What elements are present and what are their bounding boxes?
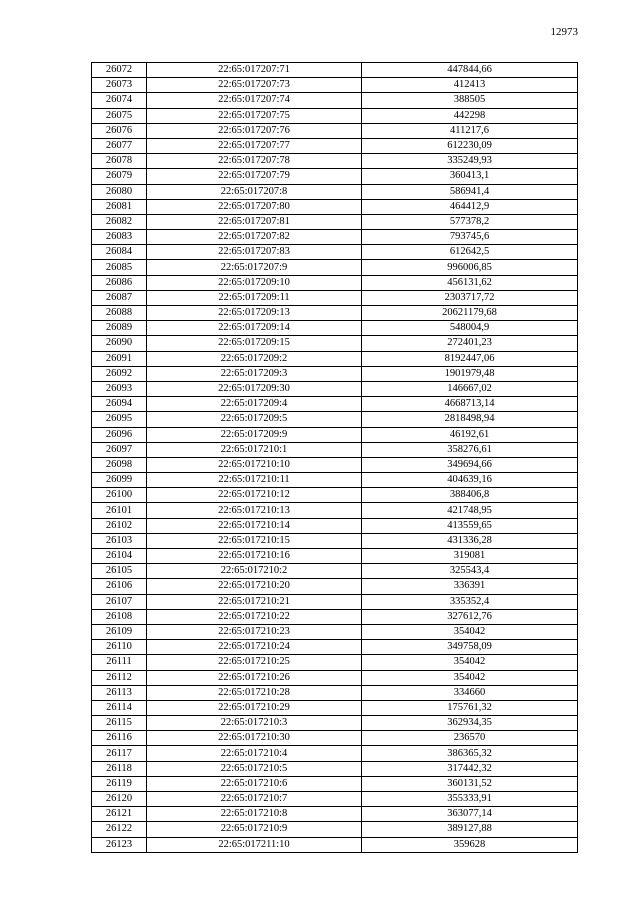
value-cell: 359628	[362, 837, 578, 852]
value-cell: 354042	[362, 670, 578, 685]
row-number-cell: 26080	[92, 184, 147, 199]
row-number-cell: 26084	[92, 245, 147, 260]
table-row	[92, 381, 578, 396]
table-row	[92, 670, 578, 685]
cadastral-number-cell: 22:65:017210:2	[147, 564, 362, 579]
value-cell: 362934,35	[362, 716, 578, 731]
table-row	[92, 518, 578, 533]
value-cell: 431336,28	[362, 533, 578, 548]
row-number-cell: 26072	[92, 63, 147, 78]
value-cell: 325543,4	[362, 564, 578, 579]
value-cell: 421748,95	[362, 503, 578, 518]
table-row	[92, 640, 578, 655]
row-number-cell: 26102	[92, 518, 147, 533]
row-number-cell: 26097	[92, 442, 147, 457]
table-row	[92, 792, 578, 807]
table-row	[92, 63, 578, 78]
value-cell: 586941,4	[362, 184, 578, 199]
cadastral-number-cell: 22:65:017207:80	[147, 199, 362, 214]
value-cell: 411217,6	[362, 123, 578, 138]
row-number-cell: 26088	[92, 306, 147, 321]
cadastral-number-cell: 22:65:017210:6	[147, 776, 362, 791]
registry-table-body	[92, 63, 578, 853]
value-cell: 4668713,14	[362, 397, 578, 412]
row-number-cell: 26096	[92, 427, 147, 442]
table-row	[92, 427, 578, 442]
cadastral-number-cell: 22:65:017210:9	[147, 822, 362, 837]
row-number-cell: 26078	[92, 154, 147, 169]
value-cell: 236570	[362, 731, 578, 746]
row-number-cell: 26116	[92, 731, 147, 746]
cadastral-number-cell: 22:65:017209:4	[147, 397, 362, 412]
value-cell: 319081	[362, 549, 578, 564]
value-cell: 335352,4	[362, 594, 578, 609]
table-row	[92, 123, 578, 138]
cadastral-number-cell: 22:65:017210:15	[147, 533, 362, 548]
cadastral-number-cell: 22:65:017210:10	[147, 457, 362, 472]
cadastral-number-cell: 22:65:017210:1	[147, 442, 362, 457]
value-cell: 388406,8	[362, 488, 578, 503]
row-number-cell: 26092	[92, 366, 147, 381]
cadastral-number-cell: 22:65:017207:9	[147, 260, 362, 275]
registry-table	[91, 62, 578, 853]
table-row	[92, 290, 578, 305]
cadastral-number-cell: 22:65:017210:14	[147, 518, 362, 533]
value-cell: 442298	[362, 108, 578, 123]
table-row	[92, 731, 578, 746]
table-row	[92, 321, 578, 336]
cadastral-number-cell: 22:65:017207:73	[147, 78, 362, 93]
table-row	[92, 837, 578, 852]
cadastral-number-cell: 22:65:017210:13	[147, 503, 362, 518]
table-row	[92, 138, 578, 153]
cadastral-number-cell: 22:65:017210:25	[147, 655, 362, 670]
cadastral-number-cell: 22:65:017210:21	[147, 594, 362, 609]
row-number-cell: 26082	[92, 214, 147, 229]
table-row	[92, 230, 578, 245]
value-cell: 354042	[362, 655, 578, 670]
row-number-cell: 26075	[92, 108, 147, 123]
table-row	[92, 306, 578, 321]
value-cell: 146667,02	[362, 381, 578, 396]
value-cell: 335249,93	[362, 154, 578, 169]
cadastral-number-cell: 22:65:017210:16	[147, 549, 362, 564]
cadastral-number-cell: 22:65:017209:13	[147, 306, 362, 321]
value-cell: 349758,09	[362, 640, 578, 655]
table-row	[92, 275, 578, 290]
value-cell: 388505	[362, 93, 578, 108]
row-number-cell: 26094	[92, 397, 147, 412]
cadastral-number-cell: 22:65:017207:74	[147, 93, 362, 108]
value-cell: 358276,61	[362, 442, 578, 457]
cadastral-number-cell: 22:65:017207:83	[147, 245, 362, 260]
row-number-cell: 26093	[92, 381, 147, 396]
cadastral-number-cell: 22:65:017209:11	[147, 290, 362, 305]
table-row	[92, 473, 578, 488]
table-row	[92, 503, 578, 518]
table-row	[92, 78, 578, 93]
row-number-cell: 26114	[92, 700, 147, 715]
cadastral-number-cell: 22:65:017210:12	[147, 488, 362, 503]
table-row	[92, 336, 578, 351]
cadastral-number-cell: 22:65:017210:29	[147, 700, 362, 715]
cadastral-number-cell: 22:65:017210:4	[147, 746, 362, 761]
cadastral-number-cell: 22:65:017210:30	[147, 731, 362, 746]
row-number-cell: 26081	[92, 199, 147, 214]
value-cell: 577378,2	[362, 214, 578, 229]
table-row	[92, 351, 578, 366]
row-number-cell: 26073	[92, 78, 147, 93]
cadastral-number-cell: 22:65:017209:30	[147, 381, 362, 396]
table-row	[92, 716, 578, 731]
row-number-cell: 26079	[92, 169, 147, 184]
value-cell: 8192447,06	[362, 351, 578, 366]
row-number-cell: 26110	[92, 640, 147, 655]
table-row	[92, 412, 578, 427]
table-row	[92, 457, 578, 472]
table-row	[92, 245, 578, 260]
table-row	[92, 700, 578, 715]
value-cell: 360131,52	[362, 776, 578, 791]
value-cell: 336391	[362, 579, 578, 594]
value-cell: 334660	[362, 685, 578, 700]
row-number-cell: 26095	[92, 412, 147, 427]
row-number-cell: 26111	[92, 655, 147, 670]
value-cell: 548004,9	[362, 321, 578, 336]
row-number-cell: 26077	[92, 138, 147, 153]
cadastral-number-cell: 22:65:017209:3	[147, 366, 362, 381]
row-number-cell: 26104	[92, 549, 147, 564]
table-row	[92, 822, 578, 837]
cadastral-number-cell: 22:65:017210:28	[147, 685, 362, 700]
row-number-cell: 26106	[92, 579, 147, 594]
value-cell: 464412,9	[362, 199, 578, 214]
cadastral-number-cell: 22:65:017209:10	[147, 275, 362, 290]
page-number: 12973	[550, 26, 578, 38]
table-row	[92, 564, 578, 579]
row-number-cell: 26109	[92, 624, 147, 639]
cadastral-number-cell: 22:65:017209:2	[147, 351, 362, 366]
table-row	[92, 549, 578, 564]
cadastral-number-cell: 22:65:017210:23	[147, 624, 362, 639]
value-cell: 360413,1	[362, 169, 578, 184]
row-number-cell: 26123	[92, 837, 147, 852]
value-cell: 20621179,68	[362, 306, 578, 321]
row-number-cell: 26087	[92, 290, 147, 305]
cadastral-number-cell: 22:65:017210:24	[147, 640, 362, 655]
value-cell: 327612,76	[362, 609, 578, 624]
cadastral-number-cell: 22:65:017207:71	[147, 63, 362, 78]
value-cell: 996006,85	[362, 260, 578, 275]
table-row	[92, 624, 578, 639]
cadastral-number-cell: 22:65:017210:26	[147, 670, 362, 685]
row-number-cell: 26099	[92, 473, 147, 488]
table-row	[92, 214, 578, 229]
cadastral-number-cell: 22:65:017207:76	[147, 123, 362, 138]
value-cell: 389127,88	[362, 822, 578, 837]
value-cell: 272401,23	[362, 336, 578, 351]
table-row	[92, 397, 578, 412]
table-row	[92, 594, 578, 609]
cadastral-number-cell: 22:65:017210:11	[147, 473, 362, 488]
row-number-cell: 26101	[92, 503, 147, 518]
value-cell: 404639,16	[362, 473, 578, 488]
row-number-cell: 26115	[92, 716, 147, 731]
cadastral-number-cell: 22:65:017207:75	[147, 108, 362, 123]
row-number-cell: 26083	[92, 230, 147, 245]
table-row	[92, 442, 578, 457]
table-row	[92, 154, 578, 169]
row-number-cell: 26103	[92, 533, 147, 548]
table-row	[92, 93, 578, 108]
value-cell: 793745,6	[362, 230, 578, 245]
value-cell: 612642,5	[362, 245, 578, 260]
cadastral-number-cell: 22:65:017211:10	[147, 837, 362, 852]
value-cell: 412413	[362, 78, 578, 93]
row-number-cell: 26112	[92, 670, 147, 685]
row-number-cell: 26113	[92, 685, 147, 700]
cadastral-number-cell: 22:65:017207:77	[147, 138, 362, 153]
value-cell: 2818498,94	[362, 412, 578, 427]
value-cell: 413559,65	[362, 518, 578, 533]
cadastral-number-cell: 22:65:017210:5	[147, 761, 362, 776]
cadastral-number-cell: 22:65:017209:15	[147, 336, 362, 351]
value-cell: 363077,14	[362, 807, 578, 822]
cadastral-number-cell: 22:65:017207:8	[147, 184, 362, 199]
table-row	[92, 108, 578, 123]
value-cell: 612230,09	[362, 138, 578, 153]
row-number-cell: 26091	[92, 351, 147, 366]
row-number-cell: 26105	[92, 564, 147, 579]
row-number-cell: 26108	[92, 609, 147, 624]
value-cell: 354042	[362, 624, 578, 639]
table-row	[92, 746, 578, 761]
row-number-cell: 26118	[92, 761, 147, 776]
table-row	[92, 761, 578, 776]
row-number-cell: 26098	[92, 457, 147, 472]
value-cell: 2303717,72	[362, 290, 578, 305]
row-number-cell: 26120	[92, 792, 147, 807]
cadastral-number-cell: 22:65:017207:81	[147, 214, 362, 229]
value-cell: 355333,91	[362, 792, 578, 807]
cadastral-number-cell: 22:65:017210:8	[147, 807, 362, 822]
row-number-cell: 26117	[92, 746, 147, 761]
cadastral-number-cell: 22:65:017210:3	[147, 716, 362, 731]
value-cell: 349694,66	[362, 457, 578, 472]
row-number-cell: 26089	[92, 321, 147, 336]
row-number-cell: 26086	[92, 275, 147, 290]
table-row	[92, 776, 578, 791]
table-row	[92, 609, 578, 624]
cadastral-number-cell: 22:65:017207:82	[147, 230, 362, 245]
cadastral-number-cell: 22:65:017210:7	[147, 792, 362, 807]
table-row	[92, 199, 578, 214]
cadastral-number-cell: 22:65:017207:78	[147, 154, 362, 169]
row-number-cell: 26074	[92, 93, 147, 108]
value-cell: 1901979,48	[362, 366, 578, 381]
row-number-cell: 26119	[92, 776, 147, 791]
cadastral-number-cell: 22:65:017207:79	[147, 169, 362, 184]
value-cell: 447844,66	[362, 63, 578, 78]
cadastral-number-cell: 22:65:017210:20	[147, 579, 362, 594]
value-cell: 175761,32	[362, 700, 578, 715]
table-row	[92, 366, 578, 381]
value-cell: 317442,32	[362, 761, 578, 776]
table-row	[92, 655, 578, 670]
table-row	[92, 488, 578, 503]
value-cell: 46192,61	[362, 427, 578, 442]
row-number-cell: 26100	[92, 488, 147, 503]
table-row	[92, 533, 578, 548]
value-cell: 456131,62	[362, 275, 578, 290]
table-row	[92, 184, 578, 199]
cadastral-number-cell: 22:65:017209:14	[147, 321, 362, 336]
value-cell: 386365,32	[362, 746, 578, 761]
cadastral-number-cell: 22:65:017210:22	[147, 609, 362, 624]
cadastral-number-cell: 22:65:017209:5	[147, 412, 362, 427]
row-number-cell: 26107	[92, 594, 147, 609]
table-row	[92, 260, 578, 275]
row-number-cell: 26121	[92, 807, 147, 822]
table-row	[92, 807, 578, 822]
row-number-cell: 26122	[92, 822, 147, 837]
table-row	[92, 579, 578, 594]
table-row	[92, 169, 578, 184]
row-number-cell: 26085	[92, 260, 147, 275]
row-number-cell: 26090	[92, 336, 147, 351]
table-row	[92, 685, 578, 700]
cadastral-number-cell: 22:65:017209:9	[147, 427, 362, 442]
row-number-cell: 26076	[92, 123, 147, 138]
